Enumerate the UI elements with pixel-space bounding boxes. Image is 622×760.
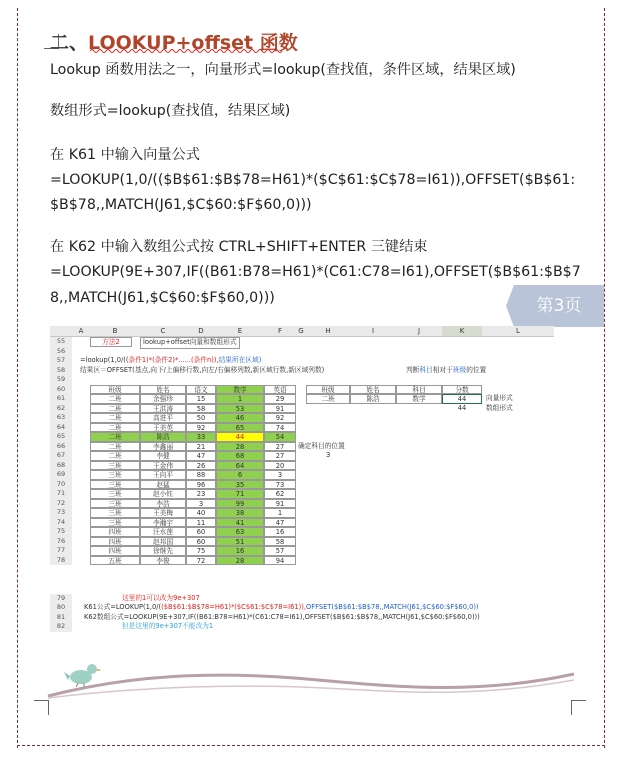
formula-k62-line1: =LOOKUP(9E+307,IF((B61:B78=H61)*(C61:C78=I61),OFFSET($B$61:$B$7 xyxy=(50,264,581,280)
table-cell: 88 xyxy=(186,470,216,480)
table-cell: 二班 xyxy=(90,404,140,414)
table-cell: 王美英 xyxy=(140,423,186,433)
formula-k61-line1: =LOOKUP(1,0/(($B$61:$B$78=H61)*($C$61:$C$78=I61)),OFFSET($B$61: xyxy=(50,172,576,188)
table-cell: 60 xyxy=(186,537,216,547)
table-cell: 陈浩 xyxy=(140,432,186,442)
table-cell: 1 xyxy=(264,508,296,518)
table-cell: 91 xyxy=(264,404,296,414)
table-cell: 96 xyxy=(186,480,216,490)
table-cell: 6 xyxy=(216,470,264,480)
table-cell: 二班 xyxy=(90,432,140,442)
row-header: 61 xyxy=(50,394,72,404)
row-header: 65 xyxy=(50,432,72,442)
lookup-header-cell: 科目 xyxy=(396,385,442,395)
k61-formula: K61公式=LOOKUP(1,0/(($B$61:$B$78=H61)*($C$61:$C$78=I61)),OFFSET($B$61:$B$78,,MATCH(J61,$C$60:$F$60,0)) xyxy=(84,603,479,611)
table-cell: 28 xyxy=(216,556,264,566)
table-cell: 16 xyxy=(216,546,264,556)
table-cell: 91 xyxy=(264,499,296,509)
lookup-header-cell: 姓名 xyxy=(350,385,396,395)
method-desc: lookup+offset向量和数组形式 xyxy=(140,337,240,349)
table-cell: 47 xyxy=(264,518,296,528)
heading-number: 二、 xyxy=(50,32,89,54)
col-header: A xyxy=(72,326,90,337)
para-k61: 在 K61 中输入向量公式 xyxy=(50,147,200,163)
row-header: 82 xyxy=(50,622,72,632)
table-cell: 20 xyxy=(264,461,296,471)
table-cell: 李健 xyxy=(140,451,186,461)
row-header: 76 xyxy=(50,537,72,547)
table-cell: 李浩 xyxy=(140,499,186,509)
table-header-cell: 语文 xyxy=(186,385,216,395)
array-result-cell: 44 xyxy=(457,403,467,412)
table-header-cell: 姓名 xyxy=(140,385,186,395)
row-header: 57 xyxy=(50,356,72,366)
lookup-header-cell: 班级 xyxy=(306,385,350,395)
lookup-cell: 二班 xyxy=(306,394,350,404)
table-cell: 王向平 xyxy=(140,470,186,480)
table-cell: 73 xyxy=(264,480,296,490)
table-cell: 27 xyxy=(264,442,296,452)
table-cell: 41 xyxy=(216,518,264,528)
table-cell: 63 xyxy=(216,527,264,537)
col-header: C xyxy=(140,326,186,337)
array-form-label: 数组形式 xyxy=(486,403,513,412)
row-header: 80 xyxy=(50,603,72,613)
table-cell: 三班 xyxy=(90,461,140,471)
table-cell: 三班 xyxy=(90,499,140,509)
table-cell: 53 xyxy=(216,404,264,414)
col-header: G xyxy=(296,326,306,337)
table-cell: 三班 xyxy=(90,470,140,480)
table-cell: 赵小钰 xyxy=(140,489,186,499)
table-cell: 四班 xyxy=(90,537,140,547)
table-cell: 58 xyxy=(186,404,216,414)
table-cell: 三班 xyxy=(90,489,140,499)
table-cell: 74 xyxy=(264,423,296,433)
col-header: B xyxy=(90,326,140,337)
table-cell: 二班 xyxy=(90,442,140,452)
row-header: 72 xyxy=(50,499,72,509)
table-cell: 33 xyxy=(186,432,216,442)
generic-formula: =lookup(1,0/((条件1)*(条件2)*......(条件n)),结果所在区域) xyxy=(80,356,262,364)
table-header-cell: 数学 xyxy=(216,385,264,395)
table-cell: 二班 xyxy=(90,423,140,433)
corner-cell xyxy=(50,326,72,337)
table-cell: 3 xyxy=(264,470,296,480)
table-cell: 汪水莲 xyxy=(140,527,186,537)
spreadsheet-image xyxy=(50,326,554,646)
row-header: 60 xyxy=(50,385,72,395)
table-cell: 35 xyxy=(216,480,264,490)
table-cell: 72 xyxy=(186,556,216,566)
table-cell: 38 xyxy=(216,508,264,518)
row-header: 77 xyxy=(50,546,72,556)
table-header-cell: 班级 xyxy=(90,385,140,395)
table-cell: 五班 xyxy=(90,556,140,566)
row-header: 59 xyxy=(50,375,72,385)
decorative-wave xyxy=(44,664,578,704)
table-cell: 75 xyxy=(186,546,216,556)
table-cell: 李鑫丽 xyxy=(140,442,186,452)
table-cell: 徐继先 xyxy=(140,546,186,556)
table-cell: 94 xyxy=(264,556,296,566)
table-cell: 三班 xyxy=(90,508,140,518)
table-cell: 15 xyxy=(186,394,216,404)
table-cell: 三班 xyxy=(90,480,140,490)
col-header: D xyxy=(186,326,216,337)
position-value: 3 xyxy=(326,451,331,459)
row-header: 68 xyxy=(50,461,72,471)
lookup-cell: 陈浩 xyxy=(350,394,396,404)
para-k62: 在 K62 中输入数组公式按 CTRL+SHIFT+ENTER 三键结束 xyxy=(50,239,428,255)
method-label: 方法2 xyxy=(90,337,132,347)
col-header: K xyxy=(442,326,482,337)
row-header: 56 xyxy=(50,347,72,357)
bird-icon xyxy=(64,660,104,688)
heading-text: LOOKUP+offset 函数 xyxy=(88,32,298,54)
lookup-result-cell: 44 xyxy=(442,394,482,404)
table-cell: 46 xyxy=(216,413,264,423)
vector-form-label: 向量形式 xyxy=(486,394,513,402)
table-cell: 11 xyxy=(186,518,216,528)
table-cell: 1 xyxy=(216,394,264,404)
row-header: 58 xyxy=(50,366,72,376)
position-label: 确定科目的位置 xyxy=(298,441,345,450)
row-header: 69 xyxy=(50,470,72,480)
row-header: 75 xyxy=(50,527,72,537)
note-cannot-change: 但是这里的9e+307不能改为1 xyxy=(122,622,214,630)
table-cell: 57 xyxy=(264,546,296,556)
col-header: E xyxy=(216,326,264,337)
col-header: I xyxy=(350,326,396,337)
table-cell: 29 xyxy=(264,394,296,404)
row-header: 63 xyxy=(50,413,72,423)
table-cell: 高进平 xyxy=(140,413,186,423)
table-cell: 58 xyxy=(264,537,296,547)
offset-syntax: 结果区＝OFFSET(基点,向下/上偏移行数,向左/右偏移列数,新区域行数,新区域列数) xyxy=(80,365,325,374)
col-header: H xyxy=(306,326,350,337)
table-cell: 26 xyxy=(186,461,216,471)
table-cell: 余强珍 xyxy=(140,394,186,404)
para-lookup-vector: Lookup 函数用法之一，向量形式=lookup(查找值，条件区域，结果区域) xyxy=(50,62,516,78)
table-cell: 3 xyxy=(186,499,216,509)
row-header: 71 xyxy=(50,489,72,499)
k62-formula: K62数组公式=LOOKUP(9E+307,IF((B61:B78=H61)*(C61:C78=I61),OFFSET($B$61:$B$78,,MATCH(J61,$C$60:$F$60,0))) xyxy=(84,612,480,621)
table-cell: 60 xyxy=(186,527,216,537)
table-cell: 65 xyxy=(216,423,264,433)
row-header: 70 xyxy=(50,480,72,490)
table-cell: 23 xyxy=(186,489,216,499)
table-cell: 王洪涛 xyxy=(140,404,186,414)
page-border-bottom xyxy=(17,745,605,746)
table-cell: 28 xyxy=(216,442,264,452)
table-cell: 71 xyxy=(216,489,264,499)
table-cell: 三班 xyxy=(90,518,140,528)
table-cell: 92 xyxy=(264,413,296,423)
table-cell: 50 xyxy=(186,413,216,423)
table-cell: 二班 xyxy=(90,413,140,423)
table-cell: 四班 xyxy=(90,527,140,537)
table-cell: 赵邦国 xyxy=(140,537,186,547)
table-cell: 47 xyxy=(186,451,216,461)
row-header: 55 xyxy=(50,337,72,347)
formula-k62-line2: 8,,MATCH(J61,$C$60:$F$60,0))) xyxy=(50,290,275,306)
table-cell: 16 xyxy=(264,527,296,537)
row-header: 78 xyxy=(50,556,72,566)
page-number-badge: 第3页 xyxy=(514,285,604,327)
position-note: 判断科目相对于班级的位置 xyxy=(406,365,487,374)
lookup-cell: 数学 xyxy=(396,394,442,404)
lookup-header-cell: 分数 xyxy=(442,385,482,395)
formula-k61-line2: $B$78,,MATCH(J61,$C$60:$F$60,0))) xyxy=(50,197,312,213)
row-header: 73 xyxy=(50,508,72,518)
table-cell: 四班 xyxy=(90,546,140,556)
table-cell: 李俊 xyxy=(140,556,186,566)
table-cell: 二班 xyxy=(90,394,140,404)
table-cell: 44 xyxy=(216,432,264,442)
table-cell: 62 xyxy=(264,489,296,499)
col-header: L xyxy=(482,326,554,337)
row-header: 81 xyxy=(50,613,72,623)
table-cell: 21 xyxy=(186,442,216,452)
row-header: 79 xyxy=(50,594,72,604)
table-cell: 68 xyxy=(216,451,264,461)
table-cell: 92 xyxy=(186,423,216,433)
table-cell: 二班 xyxy=(90,451,140,461)
table-cell: 54 xyxy=(264,432,296,442)
para-lookup-array: 数组形式=lookup(查找值，结果区域) xyxy=(50,103,291,119)
row-header: 66 xyxy=(50,442,72,452)
table-cell: 赵猛 xyxy=(140,480,186,490)
table-header-cell: 英语 xyxy=(264,385,296,395)
table-cell: 99 xyxy=(216,499,264,509)
table-cell: 40 xyxy=(186,508,216,518)
note-9e307: 这里的1可以改为9e+307 xyxy=(122,593,200,602)
row-header: 67 xyxy=(50,451,72,461)
table-cell: 64 xyxy=(216,461,264,471)
table-cell: 李瀚宇 xyxy=(140,518,186,528)
table-cell: 王美梅 xyxy=(140,508,186,518)
table-cell: 51 xyxy=(216,537,264,547)
row-header: 74 xyxy=(50,518,72,528)
table-cell: 27 xyxy=(264,451,296,461)
col-header: J xyxy=(396,326,442,337)
col-header: F xyxy=(264,326,296,337)
row-header: 64 xyxy=(50,423,72,433)
row-header: 62 xyxy=(50,404,72,414)
heading-squiggle xyxy=(90,48,286,53)
table-cell: 王金伟 xyxy=(140,461,186,471)
